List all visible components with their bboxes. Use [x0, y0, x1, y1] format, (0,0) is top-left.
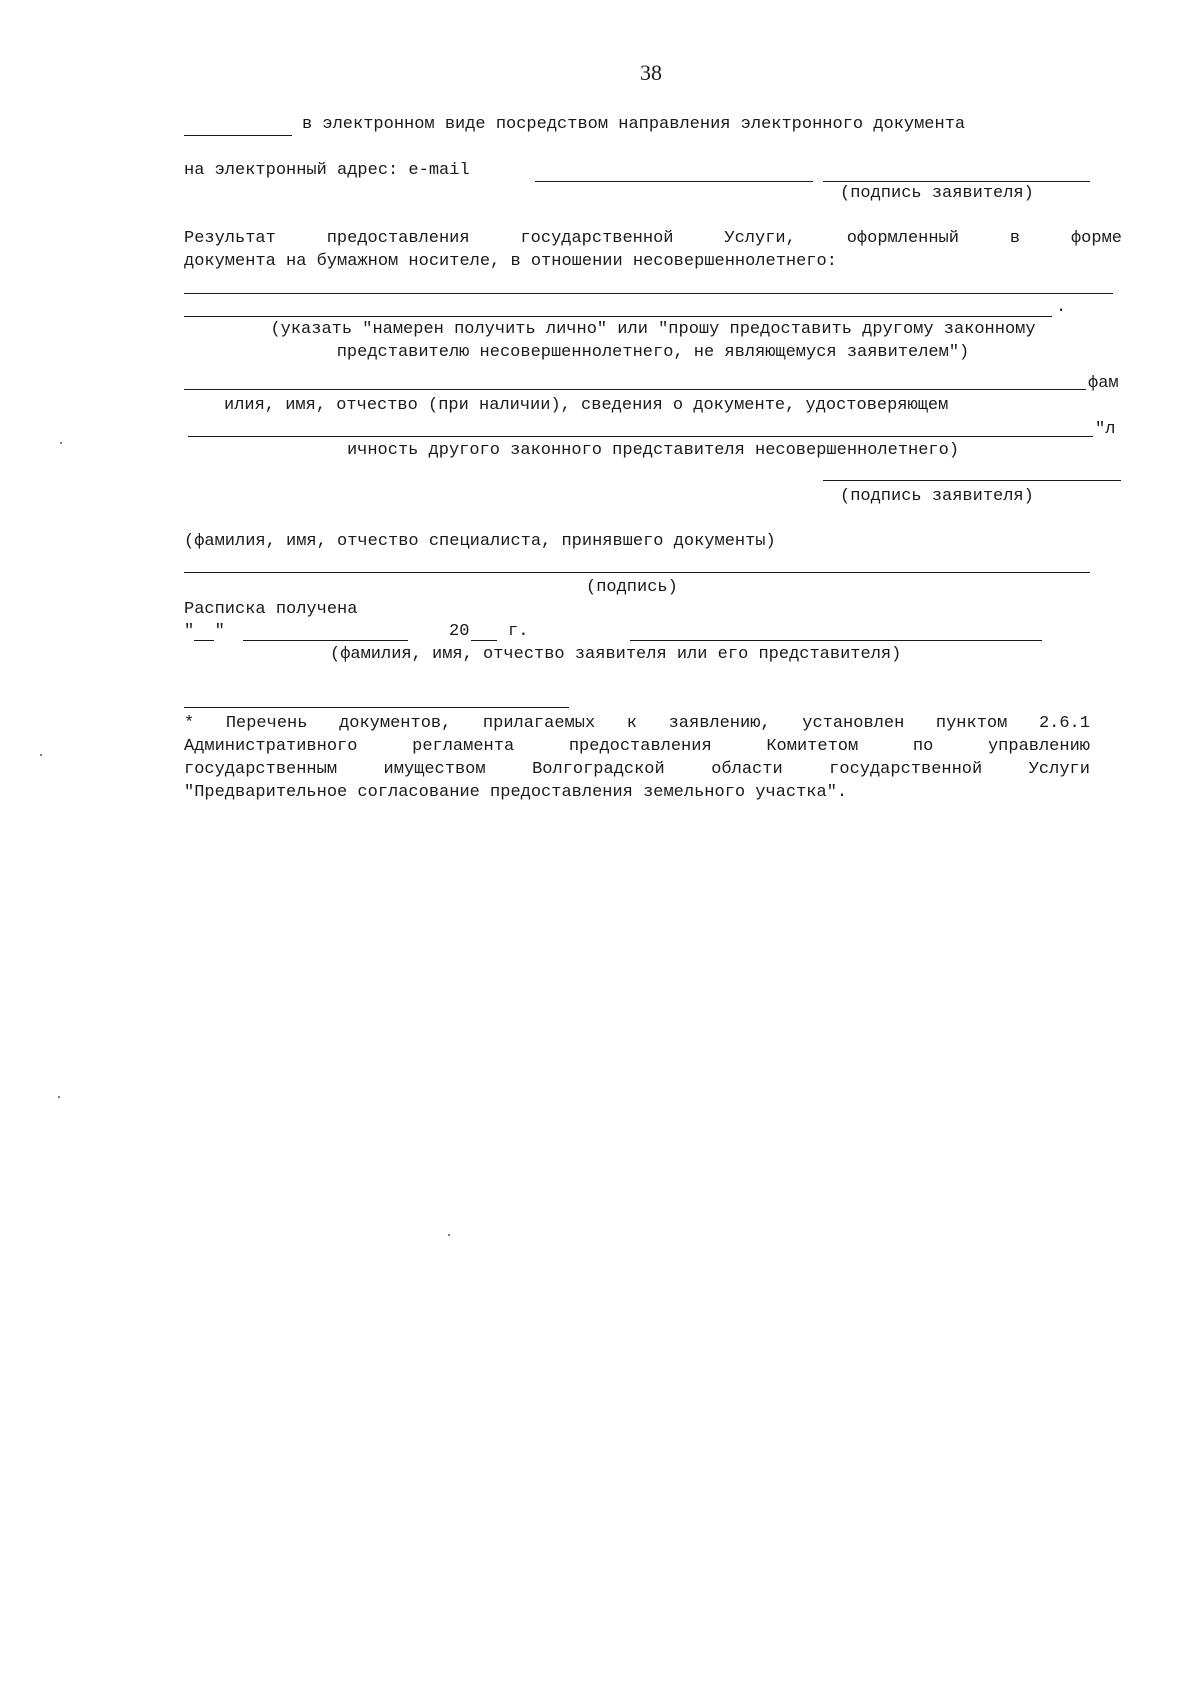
- result-word: государственной: [520, 229, 674, 248]
- result-line-2: документа на бумажном носителе, в отношении несовершеннолетнего:: [184, 252, 837, 271]
- footnote-word: *: [184, 714, 195, 733]
- footnote-word: имуществом: [383, 760, 486, 779]
- page-number: 38: [640, 60, 662, 85]
- footnote-separator: [184, 707, 569, 708]
- scan-speck: [60, 442, 62, 444]
- footnote-line-2: [184, 737, 1090, 757]
- year-prefix: 20: [449, 622, 470, 641]
- result-word: предоставления: [326, 229, 470, 248]
- footnote-word: Волгоградской: [532, 760, 665, 779]
- footnote-line-1: [184, 714, 1090, 734]
- result-word: в: [1009, 229, 1021, 248]
- footnote-word: регламента: [412, 737, 515, 756]
- receipt-name-line: [630, 640, 1042, 641]
- blank-line-method: [184, 135, 292, 136]
- footnote-line-4: "Предварительное согласование предоставления земельного участка".: [184, 783, 848, 802]
- footnote-word: Услуги: [1028, 760, 1090, 779]
- signature-line-1: [823, 181, 1090, 182]
- result-period: .: [1056, 298, 1067, 317]
- day-blank-line: [194, 640, 214, 641]
- email-label: на электронный адрес: e-mail: [184, 161, 470, 180]
- specialist-signature-line: [184, 572, 1090, 573]
- result-word: форме: [1070, 229, 1122, 248]
- footnote-word: установлен: [802, 714, 905, 733]
- ichnost-line: ичность другого законного представителя несовершеннолетнего): [346, 441, 960, 460]
- signature-caption-1: (подпись заявителя): [840, 184, 1034, 203]
- fam-tail: фам: [1088, 374, 1119, 393]
- date-quotes: " ": [184, 622, 225, 641]
- result-word: Услуги,: [724, 229, 796, 248]
- footnote-word: государственной: [829, 760, 983, 779]
- footnote-line-3: [184, 760, 1090, 780]
- footnote-word: прилагаемых: [482, 714, 596, 733]
- month-blank-line: [243, 640, 408, 641]
- specialist-signature-caption: (подпись): [586, 578, 678, 597]
- receipt-caption: (фамилия, имя, отчество заявителя или его представителя): [330, 645, 902, 664]
- fio-blank-line: [184, 389, 1086, 390]
- footnote-word: области: [711, 760, 783, 779]
- scan-speck: [448, 1234, 450, 1236]
- result-line-1: [184, 229, 1122, 249]
- scan-speck: [58, 1096, 60, 1098]
- ilia-line: илия, имя, отчество (при наличии), сведения о документе, удостоверяющем: [224, 396, 949, 415]
- email-blank-line: [535, 181, 813, 182]
- signature-line-2: [823, 480, 1121, 481]
- specialist-label: (фамилия, имя, отчество специалиста, принявшего документы): [184, 532, 776, 551]
- footnote-word: Административного: [184, 737, 358, 756]
- result-word: оформленный: [846, 229, 959, 248]
- footnote-word: Перечень: [225, 714, 308, 733]
- footnote-word: по: [912, 737, 934, 756]
- footnote-word: заявлению,: [668, 714, 771, 733]
- signature-caption-2: (подпись заявителя): [840, 487, 1034, 506]
- year-suffix: г.: [508, 622, 529, 641]
- footnote-word: государственным: [184, 760, 338, 779]
- document-blank-line: [188, 436, 1093, 437]
- result-blank-line-2: [184, 316, 1052, 317]
- footnote-word: документов,: [339, 714, 452, 733]
- footnote-word: Комитетом: [766, 737, 859, 756]
- quote-l-tail: "л: [1095, 420, 1116, 439]
- electronic-method-text: в электронном виде посредством направления электронного документа: [302, 115, 966, 134]
- receipt-label: Расписка получена: [184, 600, 358, 619]
- footnote-word: 2.6.1: [1038, 714, 1090, 733]
- scan-speck: [40, 754, 42, 756]
- footnote-word: управлению: [987, 737, 1090, 756]
- year-blank-line: [471, 640, 497, 641]
- hint-line-2: представителю несовершеннолетнего, не являющемуся заявителем"): [336, 343, 970, 362]
- hint-line-1: (указать "намерен получить лично" или "прошу предоставить другому законному: [270, 320, 1036, 339]
- result-blank-line-1: [184, 293, 1113, 294]
- footnote-word: предоставления: [568, 737, 712, 756]
- result-word: Результат: [184, 229, 276, 248]
- footnote-word: к: [626, 714, 637, 733]
- footnote-word: пунктом: [935, 714, 1008, 733]
